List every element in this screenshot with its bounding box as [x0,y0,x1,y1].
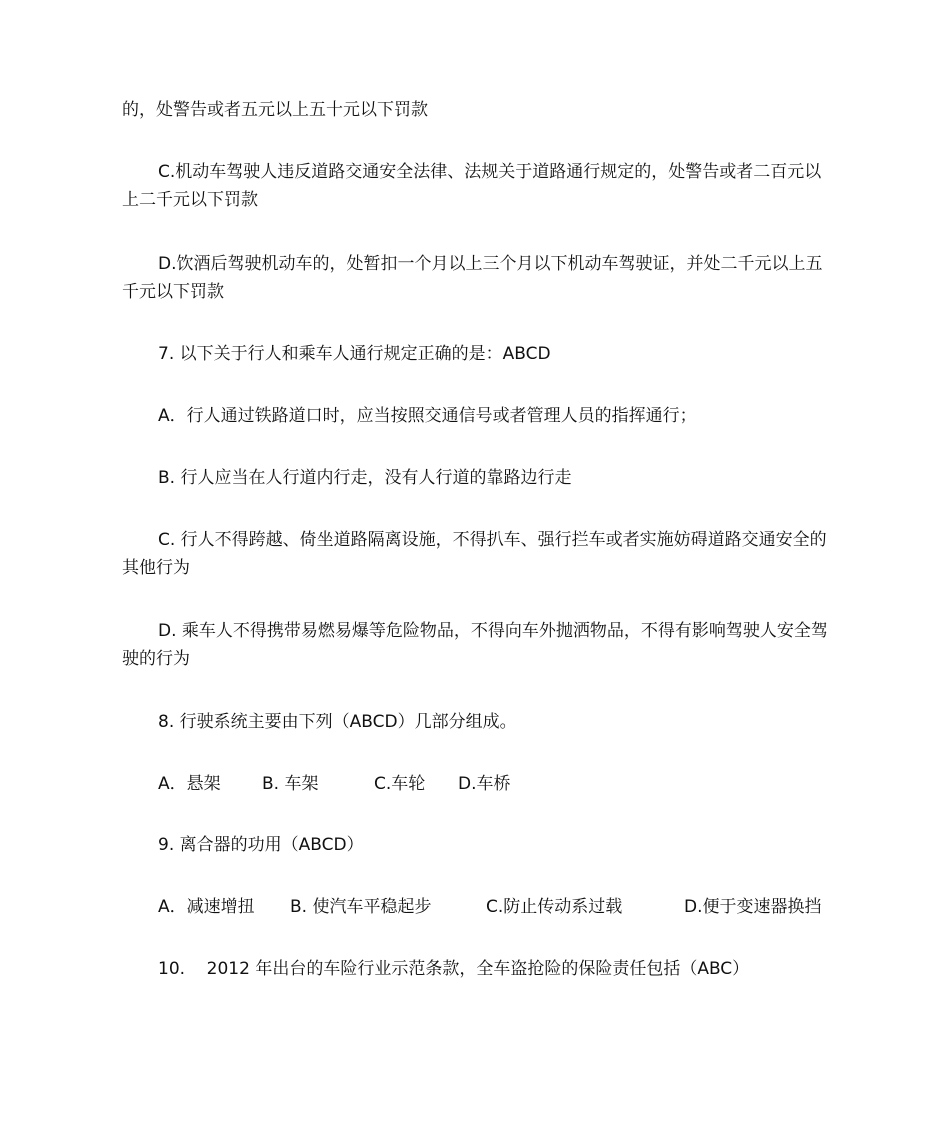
question-7: 7. 以下关于行人和乘车人通行规定正确的是：ABCD [158,344,551,364]
question-9-option-b: B. 使汽车平稳起步 [290,897,432,917]
question-7-option-c: C. 行人不得跨越、倚坐道路隔离设施，不得扒车、强行拦车或者实施妨碍道路交通安全的其他行为 [122,530,827,578]
paragraph-option-d-penalty: D.饮酒后驾驶机动车的，处暂扣一个月以上三个月以下机动车驾驶证，并处二千元以上五千元以下罚款 [122,254,823,302]
question-8-option-d: D.车桥 [458,774,511,794]
paragraph-penalty-continuation: 的，处警告或者五元以上五十元以下罚款 [122,100,428,120]
question-9-option-c: C.防止传动系过载 [486,897,623,917]
question-9: 9. 离合器的功用（ABCD） [158,835,364,855]
question-9-option-d: D.便于变速器换挡 [684,897,822,917]
question-8-option-c: C.车轮 [374,774,426,794]
question-7-option-a: A．行人通过铁路道口时，应当按照交通信号或者管理人员的指挥通行； [158,406,697,426]
question-8: 8. 行驶系统主要由下列（ABCD）几部分组成。 [158,712,517,732]
question-8-option-b: B. 车架 [262,774,319,794]
question-9-option-a: A．减速增扭 [158,897,255,917]
question-8-option-a: A．悬架 [158,774,221,794]
question-10: 10. 2012 年出台的车险行业示范条款，全车盗抢险的保险责任包括（ABC） [158,959,750,979]
question-7-option-b: B. 行人应当在人行道内行走，没有人行道的靠路边行走 [158,468,572,488]
question-7-option-d: D. 乘车人不得携带易燃易爆等危险物品，不得向车外抛洒物品，不得有影响驾驶人安全驾驶的行为 [122,621,828,669]
paragraph-option-c-penalty: C.机动车驾驶人违反道路交通安全法律、法规关于道路通行规定的，处警告或者二百元以上二千元以下罚款 [122,162,822,210]
